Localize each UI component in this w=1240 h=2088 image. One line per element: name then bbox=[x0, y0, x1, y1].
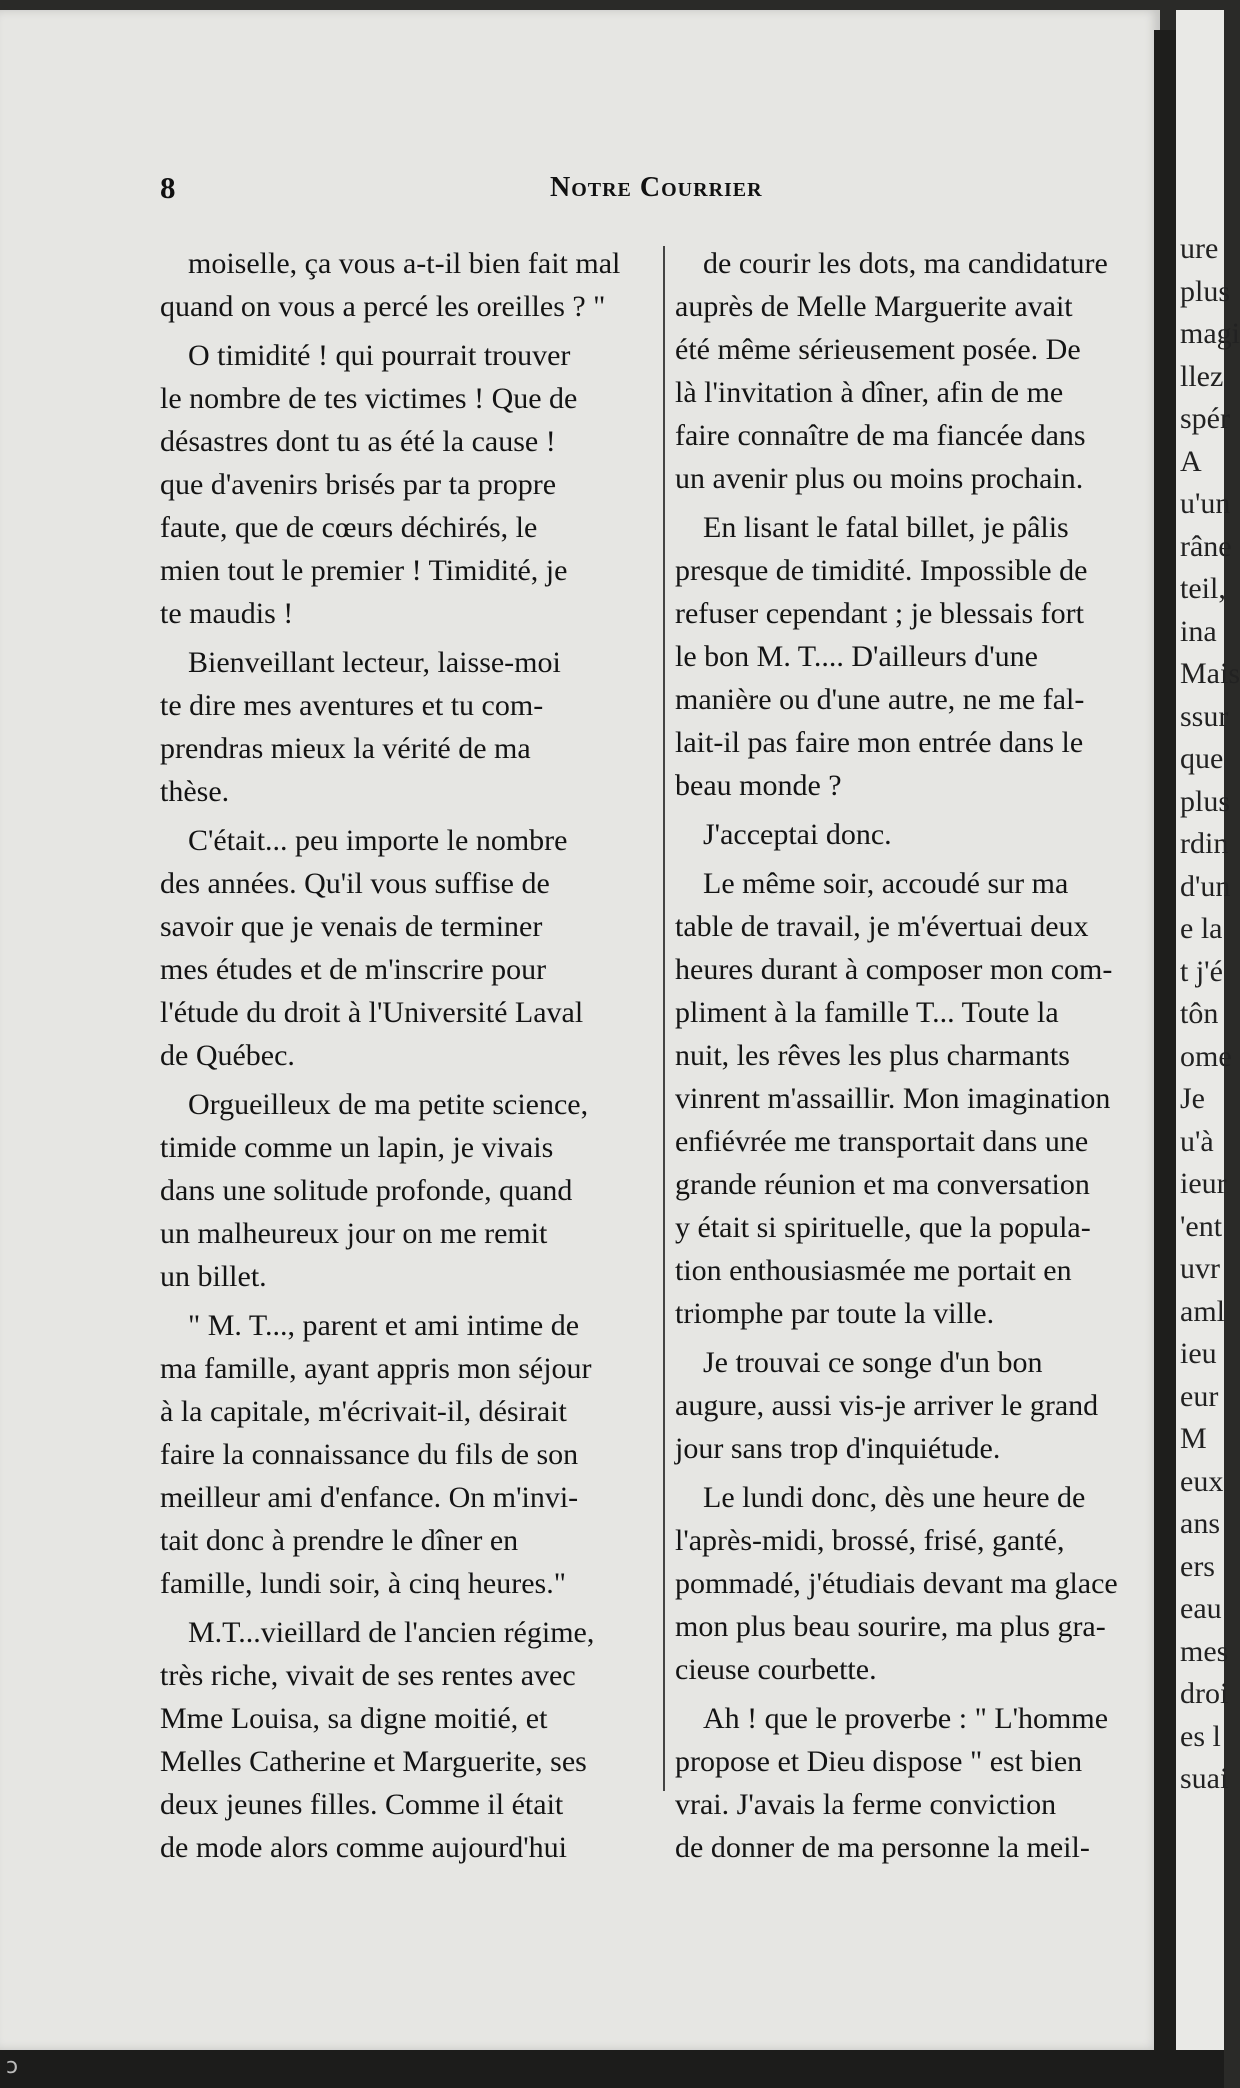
next-page-fragment: 'ent bbox=[1180, 1209, 1223, 1243]
text-line: En lisant le fatal billet, je pâlis bbox=[703, 511, 1069, 544]
text-line: beau monde ? bbox=[675, 769, 842, 802]
text-line: un billet. bbox=[160, 1260, 267, 1293]
next-page-fragment: uvr bbox=[1180, 1252, 1220, 1285]
text-line: tion enthousiasmée me portait en bbox=[675, 1254, 1072, 1287]
text-line: désastres dont tu as été la cause ! bbox=[160, 425, 556, 458]
text-line: tait donc à prendre le dîner en bbox=[160, 1524, 519, 1557]
text-line: manière ou d'une autre, ne me fal- bbox=[675, 683, 1085, 716]
left-paragraph bbox=[160, 819, 650, 1077]
right-paragraph bbox=[675, 813, 1155, 856]
text-line: presque de timidité. Impossible de bbox=[675, 554, 1088, 587]
next-page-fragment: t j'é bbox=[1180, 954, 1223, 988]
text-line: lait-il pas faire mon entrée dans le bbox=[675, 726, 1084, 759]
text-line: quand on vous a percé les oreilles ? " bbox=[160, 290, 606, 323]
text-line: à la capitale, m'écrivait-il, désirait bbox=[160, 1395, 567, 1428]
right-paragraph bbox=[675, 1697, 1155, 1869]
text-line: mes études et de m'inscrire pour bbox=[160, 953, 547, 986]
left-paragraph bbox=[160, 641, 650, 813]
left-paragraph bbox=[160, 1304, 650, 1605]
text-line: Le même soir, accoudé sur ma bbox=[703, 867, 1069, 900]
text-line: auprès de Melle Marguerite avait bbox=[675, 290, 1073, 323]
next-page-fragment: e la bbox=[1180, 912, 1223, 945]
book-page bbox=[0, 10, 1160, 2050]
left-paragraph bbox=[160, 1611, 650, 1869]
text-line: O timidité ! qui pourrait trouver bbox=[188, 339, 571, 372]
page-number: 8 bbox=[160, 170, 176, 205]
next-page-fragment: ans bbox=[1180, 1507, 1220, 1540]
text-line: dans une solitude profonde, quand bbox=[160, 1174, 573, 1207]
text-line: heures durant à composer mon com- bbox=[675, 953, 1113, 986]
left-paragraph bbox=[160, 242, 650, 328]
text-line: moiselle, ça vous a-t-il bien fait mal bbox=[188, 247, 621, 280]
next-page-fragment: ssur bbox=[1180, 699, 1229, 733]
text-line: J'acceptai donc. bbox=[703, 818, 892, 851]
text-line: très riche, vivait de ses rentes avec bbox=[160, 1659, 576, 1692]
text-line: augure, aussi vis-je arriver le grand bbox=[675, 1389, 1099, 1422]
text-line: mien tout le premier ! Timidité, je bbox=[160, 554, 568, 587]
text-line: deux jeunes filles. Comme il était bbox=[160, 1788, 564, 1821]
text-line: nuit, les rêves les plus charmants bbox=[675, 1039, 1070, 1072]
next-page-fragment: rdin bbox=[1180, 827, 1229, 860]
right-paragraph bbox=[675, 242, 1155, 500]
text-line: Le lundi donc, dès une heure de bbox=[703, 1481, 1086, 1514]
next-page-fragment: eux bbox=[1180, 1464, 1224, 1498]
text-line: faute, que de cœurs déchirés, le bbox=[160, 511, 538, 544]
next-page-fragment: râne bbox=[1180, 529, 1232, 563]
text-line: triomphe par toute la ville. bbox=[675, 1297, 995, 1330]
next-page-fragment: suai bbox=[1180, 1762, 1229, 1795]
right-paragraph bbox=[675, 862, 1155, 1335]
next-page-fragment: plus bbox=[1180, 274, 1231, 308]
text-line: de courir les dots, ma candidature bbox=[703, 247, 1108, 280]
text-line: y était si spirituelle, que la popula- bbox=[675, 1211, 1091, 1244]
text-line: faire la connaissance du fils de son bbox=[160, 1438, 579, 1471]
text-line: thèse. bbox=[160, 775, 230, 808]
text-line: de mode alors comme aujourd'hui bbox=[160, 1831, 567, 1864]
text-line: M.T...vieillard de l'ancien régime, bbox=[188, 1616, 595, 1649]
text-line: que d'avenirs brisés par ta propre bbox=[160, 468, 557, 501]
next-page-fragment: aml bbox=[1180, 1294, 1225, 1328]
next-page-fragment: M bbox=[1180, 1422, 1207, 1455]
next-page-fragment: tôn bbox=[1180, 997, 1219, 1030]
text-line: Bienveillant lecteur, laisse-moi bbox=[188, 646, 561, 679]
text-line: refuser cependant ; je blessais fort bbox=[675, 597, 1084, 630]
text-line: le bon M. T.... D'ailleurs d'une bbox=[675, 640, 1038, 673]
text-line: savoir que je venais de terminer bbox=[160, 910, 543, 943]
text-line: vinrent m'assaillir. Mon imagination bbox=[675, 1082, 1111, 1115]
text-line: le nombre de tes victimes ! Que de bbox=[160, 382, 578, 415]
text-line: un malheureux jour on me remit bbox=[160, 1217, 548, 1250]
next-page-fragment: Je bbox=[1180, 1082, 1205, 1115]
next-page-fragment: u'à bbox=[1180, 1124, 1214, 1158]
next-page-fragment: plus bbox=[1180, 784, 1231, 818]
next-page-fragment: eau bbox=[1180, 1592, 1222, 1625]
next-page-fragment: droi bbox=[1180, 1677, 1229, 1710]
text-line: Mme Louisa, sa digne moitié, et bbox=[160, 1702, 548, 1735]
next-page-fragment: u'un bbox=[1180, 487, 1231, 520]
text-line: famille, lundi soir, à cinq heures." bbox=[160, 1567, 566, 1600]
text-line: mon plus beau sourire, ma plus gra- bbox=[675, 1610, 1106, 1643]
text-line: des années. Qu'il vous suffise de bbox=[160, 867, 550, 900]
right-paragraph bbox=[675, 1476, 1155, 1691]
text-line: enfiévrée me transportait dans une bbox=[675, 1125, 1089, 1158]
text-line: table de travail, je m'évertuai deux bbox=[675, 910, 1089, 943]
next-page-fragment: ure bbox=[1180, 232, 1219, 265]
text-line: l'après-midi, brossé, frisé, ganté, bbox=[675, 1524, 1065, 1557]
text-line: vrai. J'avais la ferme conviction bbox=[675, 1788, 1057, 1821]
left-paragraph bbox=[160, 334, 650, 635]
text-line: ma famille, ayant appris mon séjour bbox=[160, 1352, 592, 1385]
scan-mark: ↄ bbox=[6, 2054, 19, 2079]
text-line: faire connaître de ma fiancée dans bbox=[675, 419, 1086, 452]
scan-border bbox=[0, 2050, 1224, 2088]
text-line: pliment à la famille T... Toute la bbox=[675, 996, 1059, 1029]
adjacent-page-edge bbox=[1176, 10, 1240, 2050]
text-line: te dire mes aventures et tu com- bbox=[160, 689, 544, 722]
next-page-fragment: spér bbox=[1180, 402, 1230, 435]
text-line: " M. T..., parent et ami intime de bbox=[188, 1309, 580, 1342]
text-line: C'était... peu importe le nombre bbox=[188, 824, 568, 857]
text-line: Je trouvai ce songe d'un bon bbox=[703, 1346, 1043, 1379]
right-paragraph bbox=[675, 506, 1155, 807]
next-page-fragment: ers bbox=[1180, 1549, 1215, 1583]
left-paragraph bbox=[160, 1083, 650, 1298]
text-line: grande réunion et ma conversation bbox=[675, 1168, 1090, 1201]
next-page-fragment: ieur bbox=[1180, 1167, 1227, 1200]
next-page-fragment: Mais bbox=[1180, 657, 1240, 690]
text-line: te maudis ! bbox=[160, 597, 294, 630]
text-line: propose et Dieu dispose " est bien bbox=[675, 1745, 1083, 1778]
text-line: pommadé, j'étudiais devant ma glace bbox=[675, 1567, 1118, 1600]
next-page-fragment: llez bbox=[1180, 359, 1224, 393]
running-title: Notre Courrier bbox=[550, 172, 763, 203]
column-divider bbox=[663, 246, 665, 1791]
right-paragraph bbox=[675, 1341, 1155, 1470]
text-line: timide comme un lapin, je vivais bbox=[160, 1131, 554, 1164]
next-page-fragment: teil, bbox=[1180, 572, 1226, 605]
next-page-fragment: que bbox=[1180, 742, 1224, 775]
book-gutter bbox=[1154, 30, 1176, 2050]
text-line: l'étude du droit à l'Université Laval bbox=[160, 996, 584, 1029]
text-line: de Québec. bbox=[160, 1039, 295, 1072]
text-line: été même sérieusement posée. De bbox=[675, 333, 1081, 366]
text-line: prendras mieux la vérité de ma bbox=[160, 732, 531, 765]
next-page-fragment: eur bbox=[1180, 1379, 1219, 1413]
next-page-fragment: A bbox=[1180, 444, 1202, 478]
next-page-fragment: ieu bbox=[1180, 1337, 1217, 1370]
next-page-fragment: ina bbox=[1180, 614, 1217, 648]
page-header bbox=[150, 170, 1150, 210]
text-line: cieuse courbette. bbox=[675, 1653, 877, 1686]
next-page-fragment: d'un bbox=[1180, 869, 1231, 903]
text-line: un avenir plus ou moins prochain. bbox=[675, 462, 1084, 495]
text-line: Orgueilleux de ma petite science, bbox=[188, 1088, 589, 1121]
next-page-fragment: ome bbox=[1180, 1039, 1232, 1073]
text-line: là l'invitation à dîner, afin de me bbox=[675, 376, 1064, 409]
left-text-column bbox=[160, 242, 650, 1875]
text-line: de donner de ma personne la meil- bbox=[675, 1831, 1090, 1864]
next-page-fragment: magi bbox=[1180, 317, 1240, 350]
next-page-fragment: es l bbox=[1180, 1719, 1221, 1753]
text-line: Melles Catherine et Marguerite, ses bbox=[160, 1745, 587, 1778]
text-line: meilleur ami d'enfance. On m'invi- bbox=[160, 1481, 579, 1514]
right-text-column bbox=[675, 242, 1155, 1875]
text-line: jour sans trop d'inquiétude. bbox=[675, 1432, 1001, 1465]
text-line: Ah ! que le proverbe : " L'homme bbox=[703, 1702, 1109, 1735]
next-page-fragment: mes bbox=[1180, 1634, 1229, 1668]
